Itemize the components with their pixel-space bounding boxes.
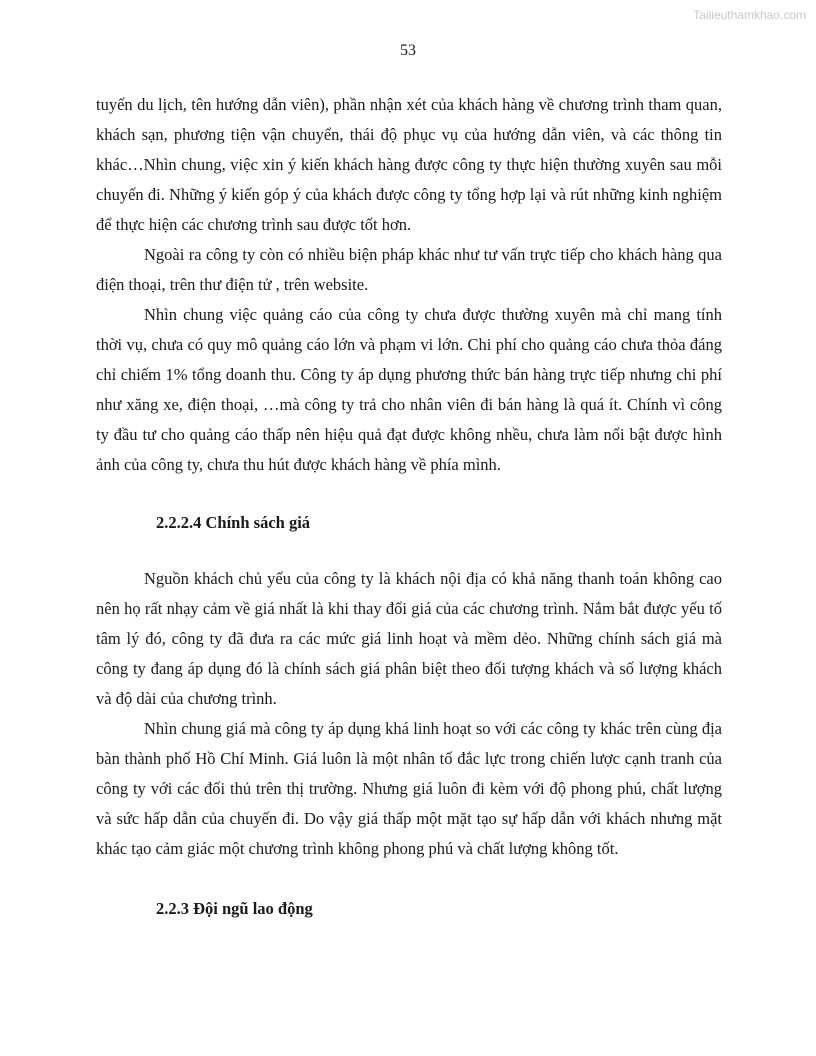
section-heading-workforce: 2.2.3 Đội ngũ lao động <box>156 899 313 918</box>
paragraph: Ngoài ra công ty còn có nhiều biện pháp khác như tư vấn trực tiếp cho khách hàng qua điện thoại, trên thư điện tử , trên website. <box>96 245 722 294</box>
paragraph: Nguồn khách chủ yếu của công ty là khách nội địa có khả năng thanh toán không cao nên họ rất nhạy cảm về giá nhất là khi thay đổi giá của các chương trình. Nắm bắt được yếu tố tâm lý đó, công ty đã đưa ra các mức giá linh hoạt và mềm dẻo. Những chính sách giá mà công ty đang áp dụng đó là chính sách giá phân biệt theo đối tượng khách và số lượng khách và độ dài của chương trình. <box>96 569 722 708</box>
page-number: 53 <box>400 42 416 59</box>
section-heading-pricing-policy: 2.2.2.4 Chính sách giá <box>156 513 311 532</box>
watermark: Tailieuthamkhao.com <box>693 8 806 22</box>
paragraph: tuyến du lịch, tên hướng dẫn viên), phần nhận xét của khách hàng về chương trình tham quan, khách sạn, phương tiện vận chuyển, thái độ phục vụ của hướng dẫn viên, và các thông tin khác…Nhìn chung, việc xin ý kiến khách hàng được công ty thực hiện thường xuyên sau mỗi chuyến đi. Những ý kiến góp ý của khách được công ty tổng hợp lại và rút những kinh nghiệm để thực hiện các chương trình sau được tốt hơn. <box>96 95 722 234</box>
paragraph: Nhìn chung giá mà công ty áp dụng khá linh hoạt so với các công ty khác trên cùng địa bàn thành phố Hồ Chí Minh. Giá luôn là một nhân tố đắc lực trong chiến lược cạnh tranh của công ty với các đối thủ trên thị trường. Nhưng giá luôn đi kèm với độ phong phú, chất lượng và sức hấp dẫn của chuyến đi. Do vậy giá thấp một mặt tạo sự hấp dẫn với khách nhưng mặt khác tạo cảm giác một chương trình không phong phú và chất lượng không tốt. <box>96 719 722 858</box>
document-body <box>96 90 722 950</box>
paragraph: Nhìn chung việc quảng cáo của công ty chưa được thường xuyên mà chỉ mang tính thời vụ, chưa có quy mô quảng cáo lớn và phạm vi lớn. Chi phí cho quảng cáo chưa thỏa đáng chỉ chiếm 1% tổng doanh thu. Công ty áp dụng phương thức bán hàng trực tiếp nhưng chi phí như xăng xe, điện thoại, …mà công ty trả cho nhân viên đi bán hàng là quá ít. Chính vì công ty đầu tư cho quảng cáo thấp nên hiệu quả đạt được không nhều, chưa làm nổi bật được hình ảnh của công ty, chưa thu hút được khách hàng về phía mình. <box>96 305 722 474</box>
